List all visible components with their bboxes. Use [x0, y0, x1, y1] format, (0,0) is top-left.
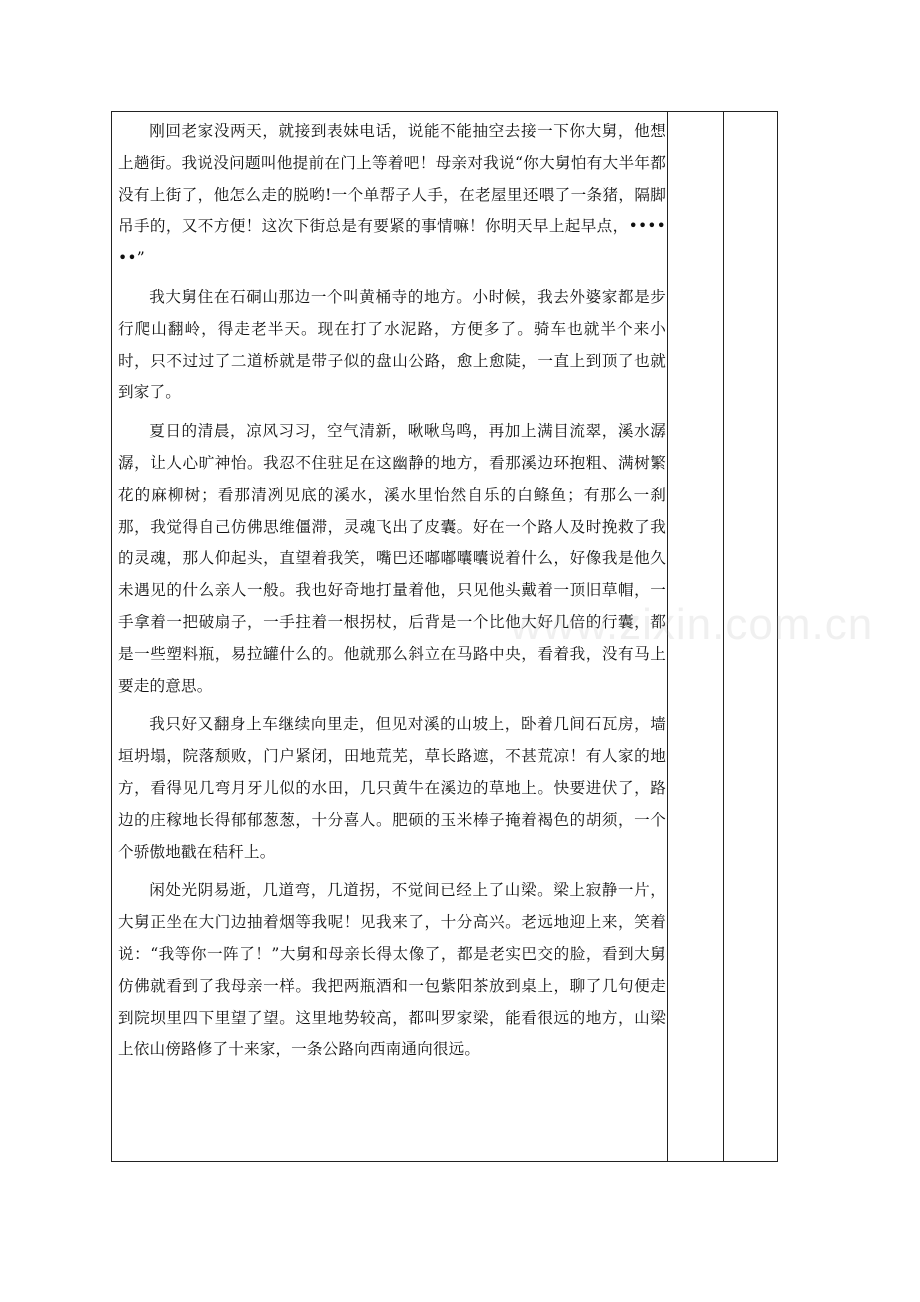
- text-cell: [118, 116, 666, 1073]
- document-table: [111, 111, 778, 1162]
- paragraph-3: 夏日的清晨，凉风习习，空气清新，啾啾鸟鸣，再加上满目流翠，溪水潺潺，让人心旷神怡。我忍不住驻足在这幽静的地方，看那溪边环抱粗、满树繁花的麻柳树；看那清冽见底的溪水，溪水里怡然自乐的白鲦鱼；有那么一刹那，我觉得自己仿佛思维僵滞，灵魂飞出了皮囊。好在一个路人及时挽救了我的灵魂，那人仰起头，直望着我笑，嘴巴还嘟嘟囔囔说着什么，好像我是他久未遇见的什么亲人一般。我也好奇地打量着他，只见他头戴着一顶旧草帽，一手拿着一把破扇子，一手拄着一根拐杖，后背是一个比他大好几倍的行囊，都是一些塑料瓶，易拉罐什么的。他就那么斜立在马路中央，看着我，没有马上要走的意思。: [118, 422, 666, 695]
- paragraph-2: 我大舅住在石硐山那边一个叫黄桶寺的地方。小时候，我去外婆家都是步行爬山翻岭，得走老半天。现在打了水泥路，方便多了。骑车也就半个来小时，只不过过了二道桥就是带子似的盘山公路，愈上愈陡，一直上到顶了也就到家了。: [118, 287, 666, 402]
- empty-cell: [724, 112, 778, 1161]
- paragraph-1: 刚回老家没两天，就接到表妹电话，说能不能抽空去接一下你大舅，他想上趟街。我说没问题叫他提前在门上等着吧！母亲对我说“你大舅怕有大半年都没有上街了，他怎么走的脱哟!一个单帮子人手，在老屋里还喂了一条猪，隔脚吊手的，又不方便！这次下街总是有要紧的事情嘛！你明天早上起早点，••••••”: [118, 122, 666, 268]
- empty-cell: [668, 112, 723, 1161]
- watermark: www.zixin.com.cn: [510, 600, 874, 649]
- paragraph-5: 闲处光阴易逝，几道弯，几道拐，不觉间已经上了山梁。梁上寂静一片，大舅正坐在大门边抽着烟等我呢！见我来了，十分高兴。老远地迎上来，笑着说：“我等你一阵了！”大舅和母亲长得太像了，都是老实巴交的脸，看到大舅仿佛就看到了我母亲一样。我把两瓶酒和一包紫阳茶放到桌上，聊了几句便走到院坝里四下里望了望。这里地势较高，都叫罗家梁，能看很远的地方，山梁上依山傍路修了十来家，一条公路向西南通向很远。: [118, 881, 666, 1059]
- paragraph-4: 我只好又翻身上车继续向里走，但见对溪的山坡上，卧着几间石瓦房，墙垣坍塌，院落颓败，门户紧闭，田地荒芜，草长路遮，不甚荒凉！有人家的地方，看得见几弯月牙儿似的水田，几只黄牛在溪边的草地上。快要进伏了，路边的庄稼地长得郁郁葱葱，十分喜人。肥硕的玉米棒子掩着褐色的胡须，一个个骄傲地戳在秸秆上。: [118, 715, 666, 861]
